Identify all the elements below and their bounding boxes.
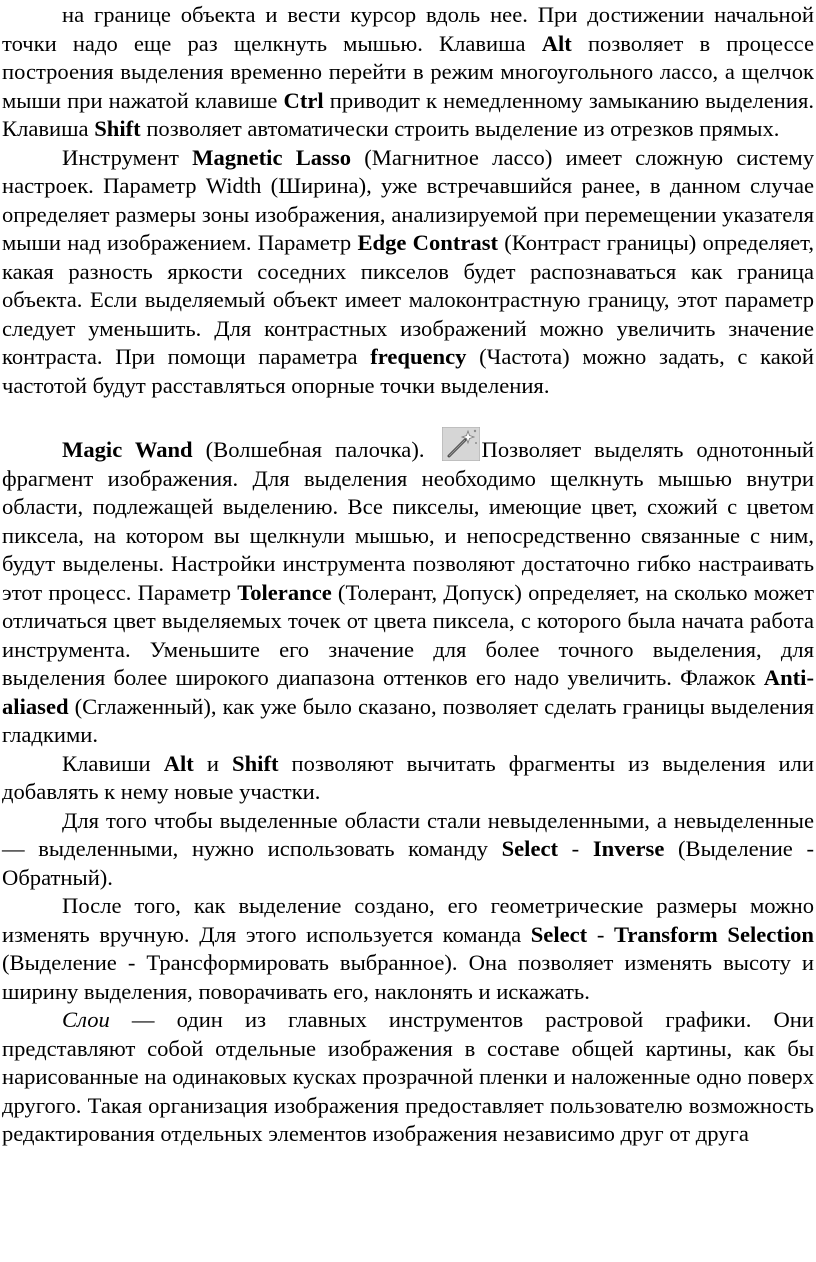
term-magic-wand: Magic Wand [62, 437, 193, 462]
command-select: Select [501, 836, 559, 861]
text: (Частота) можно задать, с какой частотой будут расставляться опорные точки выделения. [2, 344, 814, 398]
text: позволяет автоматически строить выделение из отрезков прямых. [140, 116, 780, 141]
command-select: Select [530, 921, 588, 947]
key-alt: Alt [163, 750, 194, 776]
text: приводит к немедленному замыканию выделения. Клавиша [2, 87, 814, 141]
text: (Выделение - Обратный). [2, 836, 815, 890]
text: После того, как выделение создано, его геометрические размеры можно изменять вручную. Для этого используется команда [2, 893, 814, 947]
command-transform-selection: Transform Selection [614, 921, 814, 947]
text: (Волшебная палочка). [192, 437, 438, 462]
term-anti-aliased: Anti-aliased [2, 665, 814, 719]
text: - [587, 921, 614, 947]
term-edge-contrast: Edge Contrast [357, 230, 499, 255]
paragraph-alt-shift [2, 750, 814, 807]
key-ctrl: Ctrl [283, 87, 324, 113]
text: — один из главных инструментов растровой графики. Они представляют собой отдельные изображения в составе общей картины, как бы нарисованные на одинаковых кусках прозрачной пленки и наложенные одно поверх другого. Такая организация изображения предоставляет пользователю возможность редактирования отдельных элементов изображения независимо друг от друга [2, 1007, 814, 1146]
command-inverse: Inverse [592, 836, 665, 861]
text: - [558, 836, 593, 861]
key-shift: Shift [94, 116, 141, 141]
key-alt: Alt [541, 30, 572, 56]
text: на границе объекта и вести курсор вдоль нее. При достижении начальной точки надо еще раз щелкнуть мышью. Клавиша [2, 2, 814, 56]
text: (Контраст границы) определяет, какая разность яркости соседних пикселов будет распознаваться как граница объекта. Если выделяемый объект имеет малоконтрастную границу, этот параметр следует уменьшить. Для контрастных изображений можно увеличить значение контраста. При помощи параметра [2, 230, 814, 369]
paragraph-layers [2, 1006, 814, 1149]
paragraph-magnetic-lasso [2, 144, 814, 401]
term-tolerance: Tolerance [237, 579, 332, 605]
text: (Выделение - Трансформировать выбранное). Она позволяет изменять высоту и ширину выделения, поворачивать его, наклонять и искажать. [2, 950, 814, 1004]
paragraph-lasso-continued [2, 1, 814, 144]
magic-wand-icon [442, 427, 480, 461]
term-layers: Слои [62, 1007, 110, 1032]
paragraph-transform-selection [2, 892, 814, 1006]
text: позволяет в процессе построения выделения временно перейти в режим многоугольного лассо, а щелчок мыши при нажатой клавише [2, 30, 814, 113]
text: Для того чтобы выделенные области стали невыделенными, а невыделенные — выделенными, нужно использовать команду [2, 807, 814, 861]
text: (Сглаженный), как уже было сказано, позволяет сделать границы выделения гладкими. [2, 693, 814, 747]
term-frequency: frequency [370, 344, 467, 369]
text: Позволяет выделять однотонный фрагмент изображения. Для выделения необходимо щелкнуть мышью внутри области, подлежащей выделению. Все пикселы, имеющие цвет, схожий с цветом пиксела, на котором вы щелкнули мышью, и непосредственно связанные с ним, будут выделены. Настройки инструмента позволяют достаточно гибко настраивать этот процесс. Параметр [2, 437, 814, 605]
text: Клавиши [62, 750, 164, 776]
key-shift: Shift [232, 750, 279, 776]
text: и [193, 750, 233, 776]
text: позволяют вычитать фрагменты из выделения или добавлять к нему новые участки. [2, 750, 814, 804]
paragraph-magic-wand [2, 427, 814, 750]
paragraph-inverse [2, 807, 814, 893]
text: (Магнитное лассо) имеет сложную систему настроек. Параметр Width (Ширина), уже встречавшийся ранее, в данном случае определяет размеры зоны изображения, анализируемой при перемещении указателя мыши над изображением. Параметр [2, 144, 814, 255]
term-magnetic-lasso: Magnetic Lasso [192, 144, 351, 170]
text: (Толерант, Допуск) определяет, на сколько может отличаться цвет выделяемых точек от цвета пиксела, с которого была начата работа инструмента. Уменьшите его значение для более точного выделения, для выделения более широкого диапазона оттенков его надо увеличить. Флажок [2, 579, 814, 690]
text: Инструмент [62, 144, 193, 170]
